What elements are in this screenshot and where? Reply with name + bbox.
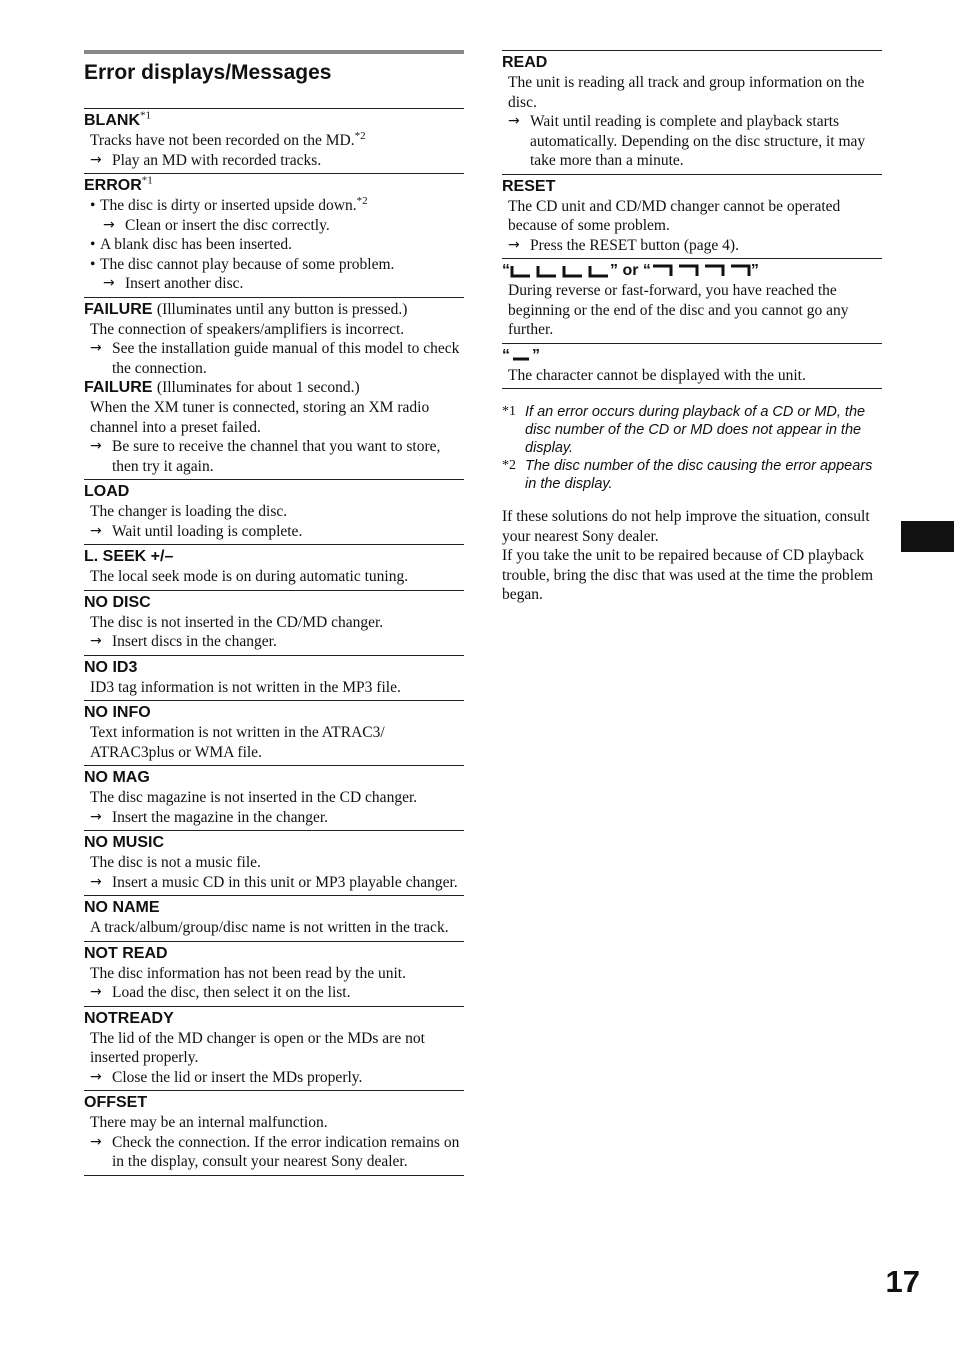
entry-notread: [84, 941, 464, 1006]
entry-nodisc: [84, 590, 464, 655]
bullet-icon: •: [90, 197, 96, 214]
arrow-icon: →: [90, 984, 102, 1000]
entry-text: The lid of the MD changer is open or the MDs are not inserted properly.: [90, 1029, 425, 1066]
entry-title: FAILURE: [84, 300, 153, 318]
entry-text: The disc is not a music file.: [90, 854, 261, 871]
footnote: [502, 403, 882, 457]
footnote-text: If an error occurs during playback of a CD or MD, the disc number of the CD or MD does not appear in the display.: [525, 404, 866, 456]
entry-blank: [84, 108, 464, 173]
entry-action: Insert discs in the changer.: [112, 633, 277, 650]
entry-action: Clean or insert the disc correctly.: [125, 216, 330, 234]
arrow-icon: →: [508, 113, 520, 129]
entry-error: [84, 173, 464, 297]
entry-load: [84, 479, 464, 544]
entry-action: Load the disc, then select it on the list.: [112, 984, 351, 1001]
entry-text: The disc is not inserted in the CD/MD changer.: [90, 613, 384, 631]
entry-text: The disc is dirty or inserted upside down.: [100, 197, 357, 214]
entry-title: READ: [502, 54, 548, 71]
entry-title: RESET: [502, 177, 556, 195]
entry-title: BLANK: [84, 112, 140, 129]
entry-title: LOAD: [84, 483, 130, 500]
entry-text: The character cannot be displayed with the unit.: [508, 366, 806, 384]
closing-paragraph: If these solutions do not help improve the situation, consult your nearest Sony dealer.: [502, 508, 870, 545]
entry-action: See the installation guide manual of this model to check the connection.: [112, 340, 460, 377]
arrow-icon: →: [90, 633, 102, 649]
entry-title: ERROR: [84, 177, 142, 194]
entry-text: A blank disc has been inserted.: [100, 236, 292, 253]
arrow-icon: →: [90, 151, 102, 168]
entry-lseek: [84, 544, 464, 590]
entry-text: Tracks have not been recorded on the MD.: [90, 132, 355, 149]
footnote-mark: *1: [502, 404, 516, 419]
arrow-icon: →: [90, 522, 102, 539]
close-quote: ”: [750, 262, 759, 279]
arrow-icon: →: [90, 438, 102, 454]
entry-text: ID3 tag information is not written in the MP3 file.: [90, 678, 401, 696]
entry-text: The disc information has not been read by the unit.: [90, 964, 406, 982]
arrow-icon: →: [90, 808, 102, 825]
right-column: [502, 50, 882, 605]
entry-action: Insert another disc.: [125, 275, 244, 292]
footnote-mark: *1: [141, 174, 153, 187]
entry-reset: [502, 174, 882, 259]
entry-title: L. SEEK +/–: [84, 548, 174, 565]
entry-text: The changer is loading the disc.: [90, 503, 288, 520]
close-quote: ”: [610, 262, 618, 279]
left-column: [84, 50, 464, 1176]
entry-text: There may be an internal malfunction.: [90, 1114, 328, 1131]
entry-title: NO MUSIC: [84, 834, 164, 851]
entry-text: The connection of speakers/amplifiers is incorrect.: [90, 320, 405, 338]
entry-note: (Illuminates until any button is pressed.): [156, 300, 408, 318]
arrow-icon: →: [103, 275, 115, 291]
entry-action: Wait until loading is complete.: [112, 522, 303, 540]
entry-action: Press the RESET button (page 4).: [530, 236, 739, 254]
entry-action: Be sure to receive the channel that you want to store, then try it again.: [112, 438, 441, 475]
top-segments-icon: [651, 264, 751, 278]
arrow-icon: →: [90, 340, 102, 356]
entry-title: NOT READ: [84, 944, 168, 962]
page-title: Error displays/Messages: [84, 61, 332, 84]
entry-text: The CD unit and CD/MD changer cannot be operated because of some problem.: [508, 197, 841, 234]
section-tab: [901, 521, 954, 552]
open-quote: “: [502, 262, 510, 279]
entry-nomusic: [84, 830, 464, 895]
entry-action: Check the connection. If the error indication remains on in the display, consult your nearest Sony dealer.: [112, 1133, 460, 1170]
entry-text: During reverse or fast-forward, you have reached the beginning or the end of the disc and you cannot go any further.: [508, 282, 849, 338]
entry-action: Wait until reading is complete and playback starts automatically. Depending on the disc structure, it may take more than a minute.: [530, 113, 866, 169]
footnote-mark: *2: [502, 458, 516, 473]
page-number: 17: [885, 1264, 920, 1299]
entry-title: NO NAME: [84, 899, 160, 916]
entry-noid3: [84, 655, 464, 701]
entry-text: The unit is reading all track and group information on the disc.: [508, 74, 865, 111]
entry-text: When the XM tuner is connected, storing an XM radio channel into a preset failed.: [90, 399, 430, 436]
entry-title: NO ID3: [84, 658, 138, 676]
footnote-mark: *2: [356, 194, 368, 207]
entry-text: The disc cannot play because of some problem.: [100, 255, 395, 273]
close-quote: ”: [532, 346, 540, 364]
arrow-icon: →: [90, 1068, 102, 1085]
entry-title: OFFSET: [84, 1094, 148, 1111]
closing-paragraph: If you take the unit to be repaired because of CD playback trouble, bring the disc that was used at the time the problem began.: [502, 547, 874, 603]
entry-text: A track/album/group/disc name is not written in the track.: [90, 919, 449, 936]
entry-title: NO MAG: [84, 769, 150, 786]
or-label: or: [622, 262, 639, 279]
entry-text: Text information is not written in the ATRAC3/ ATRAC3plus or WMA file.: [90, 724, 385, 761]
entry-scan-segments: [502, 258, 882, 343]
arrow-icon: →: [90, 1133, 102, 1150]
entry-underscore: [502, 343, 882, 390]
entry-offset: [84, 1090, 464, 1176]
entry-note: (Illuminates for about 1 second.): [156, 379, 360, 396]
entry-notready: [84, 1006, 464, 1091]
entry-action: Insert a music CD in this unit or MP3 playable changer.: [112, 873, 458, 891]
entry-title: NOTREADY: [84, 1009, 174, 1027]
entry-noinfo: [84, 700, 464, 765]
entry-nomag: [84, 765, 464, 830]
entry-action: Close the lid or insert the MDs properly.: [112, 1068, 363, 1086]
entry-title: NO INFO: [84, 704, 151, 721]
entry-read: [502, 50, 882, 174]
bullet-icon: •: [90, 236, 96, 253]
arrow-icon: →: [508, 236, 520, 253]
arrow-icon: →: [103, 216, 115, 233]
entry-text: The disc magazine is not inserted in the CD changer.: [90, 789, 418, 806]
footnote-text: The disc number of the disc causing the error appears in the display.: [525, 458, 873, 492]
title-bar: [84, 50, 464, 88]
entry-title: FAILURE: [84, 379, 153, 396]
footnote: [502, 457, 882, 493]
open-quote: “: [502, 346, 510, 364]
entry-text: The local seek mode is on during automatic tuning.: [90, 568, 409, 585]
footnote-mark: *1: [140, 109, 151, 122]
arrow-icon: →: [90, 873, 102, 890]
entry-action: Play an MD with recorded tracks.: [112, 151, 322, 169]
underscore-glyph-icon: [510, 348, 532, 362]
entry-failure: [84, 297, 464, 480]
entry-action: Insert the magazine in the changer.: [112, 808, 329, 826]
bottom-segments-icon: [510, 264, 610, 278]
footnote-mark: *2: [354, 129, 366, 142]
entry-title: NO DISC: [84, 593, 151, 611]
bullet-icon: •: [90, 255, 96, 273]
entry-noname: [84, 895, 464, 941]
open-quote: “: [642, 262, 651, 279]
